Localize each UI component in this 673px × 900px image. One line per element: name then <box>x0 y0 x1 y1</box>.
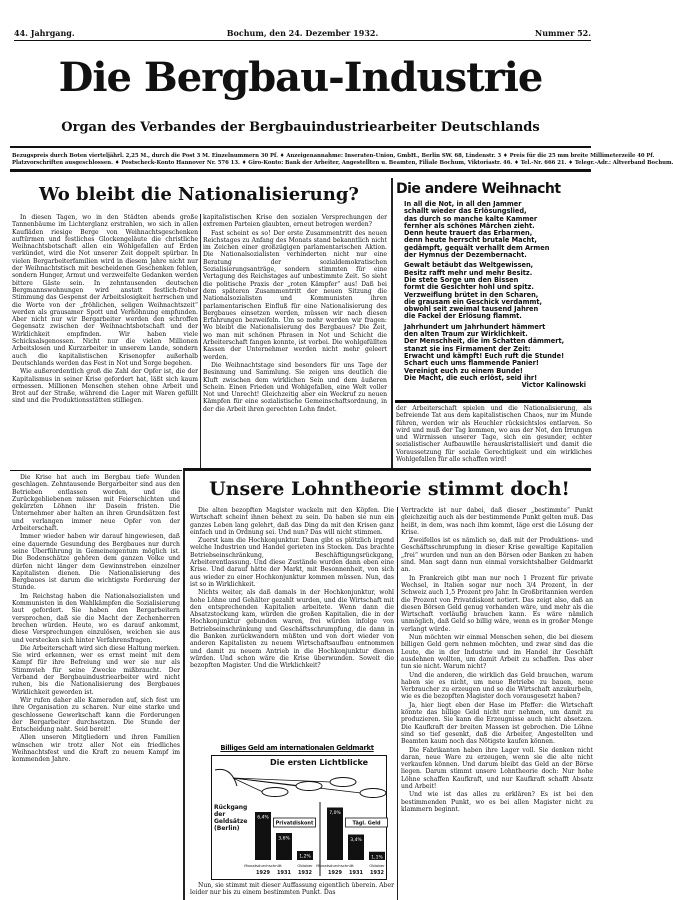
article-column <box>12 474 180 898</box>
article-column <box>190 882 394 900</box>
city-plate-icon <box>330 778 356 787</box>
poem-line: Jahrhundert um Jahrhundert hämmert <box>404 322 546 331</box>
poem-line: obwohl seit zweimal tausend Jahren <box>404 305 539 314</box>
paragraph: der Arbeiterschaft spielen und die Nationalisierung, als befreiende Tat aus dem kapitalistischen Chaos, nur im Munde führen, werden wir als Heuchler rücksichtslos entlarven. So wird und muß der Tag kommen, wo aus der Not, den Irrungen und Wirrnissen unserer Tage, sich ein gesunder, echter sozialistischer Aufbauwille herauskristallisiert und damit die Voraussetzung für soziale Gerechtigkeit und ein wirkliches Wohlgefallen für alle schaffen wird! <box>396 405 592 464</box>
column-rule <box>391 178 393 468</box>
chart-title: Billiges Geld am internationalen Geldmarkt <box>220 744 374 752</box>
bar-value-label: 6,4% <box>257 815 269 821</box>
paragraph: Die Krise hat auch im Bergbau tiefe Wunden geschlagen. Zehntausende Bergarbeiter sind aus den Betrieben entlassen worden, und die Zurückgebliebenen müssen mit Feierschichten und gekürzten Löhnen ihr Dasein fristen. Die Unternehmer aber halten an ihren Grundsätzen fest und verlangen immer neue Opfer von der Arbeiterschaft. <box>12 474 180 533</box>
poem-line: In all die Not, in all den Jammer <box>404 200 522 208</box>
bar-value-label: 1,2% <box>299 854 311 860</box>
poem-line: der Hymnus der Dezembernacht. <box>404 251 527 260</box>
x-tick-label: Oktober <box>297 863 313 868</box>
poem-line: gedämpft, gequält verhallt dem Armen <box>404 243 550 252</box>
x-tick-label: Monatsdurchschnitt <box>244 863 282 868</box>
poem-line: formt die Gesichter hohl und spitz. <box>404 283 534 292</box>
poem-line: Schart euch ums flammende Panier! <box>404 359 539 368</box>
paragraph: Ja, hier liegt eben der Hase im Pfeffer: die Wirtschaft könnte das billige Geld nicht nur nehmen, um damit zu produzieren. Sie kann die Erzeugnisse auch nicht absetzen. Die Kaufkraft der breiten Massen ist gebrochen. Die Löhne sind so tief gesenkt, daß die Arbeiter, Angestellten und Beamten kaum noch das Nötigste kaufen können. <box>401 701 593 746</box>
issue-number: Nummer 52. <box>534 28 591 38</box>
dateline: Bochum, den 24. Dezember 1932. <box>226 28 379 38</box>
poem-line: Denn heute trauert das Erbarmen, <box>404 229 533 238</box>
paragraph: Die Arbeiterschaft wird sich diese Haltung merken. Sie wird erkennen, wer es ernst meint mit dem Kampf für ihre Befreiung und wer sie nur als Stimmvieh für seine Zwecke mißbraucht. Der Verband der Bergbauindustriearbeiter wird nicht ruhen, bis die Nationalisierung des Bergbaues Wirklichkeit geworden ist. <box>12 644 180 696</box>
x-tick-label: Monatsdurchschnitt <box>316 863 354 868</box>
paragraph: Die alten bezopften Magister wackeln mit den Köpfen. Die Wirtschaft scheint ihnen behext zu sein. Da haben sie nun ein ganzes Leben lang gelehrt, daß das Ding da mit den Krisen ganz einfach und in Ordnung sei. Und nun? Das will nicht stimmen. <box>190 507 394 536</box>
poem-stanza <box>404 262 594 320</box>
poem-line: den alten Traum zur Wirklichkeit. <box>404 330 528 339</box>
poem-stanza <box>404 201 594 259</box>
column-rule <box>200 214 201 468</box>
article-column <box>12 214 198 468</box>
city-plate-icon <box>262 788 288 797</box>
divider <box>184 468 591 471</box>
poem-line: denn heute herrscht brutale Macht, <box>404 236 537 245</box>
bar-value-label: 3,4% <box>350 838 362 843</box>
paragraph: Immer wieder haben wir darauf hingewiesen, daß eine dauernde Gesundung des Bergbaues nur durch seine Überführung in Gemeineigentum möglich ist. Die Bodenschätze gehören dem ganzen Volke und dürfen nicht länger dem Gewinnstreben einzelner Kapitalisten dienen. Die Nationalisierung des Bergbaues ist darum die wichtigste Forderung der Stunde. <box>12 533 180 592</box>
paragraph: Zweifellos ist es nämlich so, daß mit der Produktions- und Geschäftsschrumpfung in dieser Krise gewaltige Kapitalien „frei“ wurden und nun an den Börsen oder Banken zu haben sind. Man sagt dann nun einmal vorsichtshalber Geldmarkt an. <box>401 537 593 574</box>
volume-label: 44. Jahrgang. <box>14 28 75 38</box>
series-label: Tägl. Geld <box>352 820 381 827</box>
divider <box>10 146 591 148</box>
chart <box>203 742 391 880</box>
paragraph: Die Fabrikanten haben ihre Lager voll. Sie denken nicht daran, neue Ware zu erzeugen, wenn sie die alte nicht verkaufen können. Und darum bleibt das Geld an der Börse liegen. Darum stimmt unsere Lohntheorie doch: Nur hohe Löhne schaffen Kaufkraft, und nur Kaufkraft schafft Absatz und Arbeit! <box>401 746 593 790</box>
column-rule <box>397 507 398 900</box>
series-label: Privatdiskont <box>275 820 314 827</box>
divider <box>10 470 182 471</box>
paragraph: Nun möchten wir einmal Menschen sehen, die bei diesem billigen Geld gern nehmen möchten, und zwar sind das die Leute, die in der Industrie und im Handel ihr Geschäft ausdehnen wollten, um damit Arbeit zu schaffen. Das aber tun sie nicht. Warum nicht? <box>401 634 593 671</box>
poem-line: schallt wieder das Erlösungslied, <box>404 207 527 216</box>
newspaper-title: Die Bergbau-Industrie <box>58 54 543 101</box>
x-tick-label: Oktober <box>369 863 385 868</box>
paragraph: Wir rufen daher alle Kameraden auf, sich fest um ihre Organisation zu scharen. Nur eine starke und geschlossene Gewerkschaft kann die Forderungen der Bergarbeiter durchsetzen. Die Stunde der Entscheidung naht. Seid bereit! <box>12 696 180 734</box>
poem-line: Vereinigt euch zu einem Bunde! <box>404 366 523 375</box>
x-tick-year: 1929 <box>328 870 342 876</box>
article-column <box>401 507 593 900</box>
bar-value-label: 7,0% <box>329 811 341 816</box>
x-tick-year: 1931 <box>277 870 291 876</box>
poem-stanza <box>404 324 594 382</box>
city-plate-icon <box>360 789 386 798</box>
paragraph: Im Reichstag haben die Nationalsozialisten und Kommunisten in den Wahlkämpfen die Sozialisierung laut gefordert. Sie haben den Bergarbeitern versprochen, daß sie die Macht der Zechenherren brechen würden. Heute, wo es darauf ankommt, diese Versprechungen einzulösen, weichen sie aus und verstecken sich hinter Verfahrensfragen. <box>12 592 180 644</box>
paragraph: Nun, sie stimmt mit dieser Auffassung eigentlich überein. Aber leider nur bis zu einem bestimmten Punkt. Das <box>190 882 394 897</box>
chart-subtitle: Die ersten Lichtblicke <box>269 758 369 767</box>
poem-line: Der Menschheit, die im Schatten dämmert, <box>404 337 565 346</box>
article-headline: Unsere Lohntheorie stimmt doch! <box>209 478 570 500</box>
divider <box>10 169 591 172</box>
x-tick-year: 1929 <box>256 870 270 876</box>
paragraph: kapitalistischen Krise den sozialen Versprechungen der extremen Parteien glaubten, erneut betrogen werden? <box>203 214 387 229</box>
paragraph: Und die anderen, die wirklich das Geld brauchen, warum haben sie es nicht, um neue Betriebe zu bauen, neue Verbraucher zu erzeugen und so die Wirtschaft anzukurbeln, wie es die bezopften Magister doch vorausgesetzt haben? <box>401 671 593 701</box>
poem-line: Besitz rafft mehr und mehr Besitz. <box>404 268 533 277</box>
divider <box>395 400 591 403</box>
paragraph: Fast scheint es so! Der erste Zusammentritt des neuen Reichstages zu Anfang des Monats stand bekanntlich nicht im Zeichen einer großzügigen parlamentarischen Aktion. Die Nationalsozialisten verhinderten nicht nur eine Beratung der sozialdemokratischen Sozialisierungsanträge, sondern stimmten für eine Vertagung des Reichstages auf unbestimmte Zeit. So sieht die politische Praxis der „roten Kämpfer“ aus! Daß bei dem späteren Zusammentritt der neuen Sitzung die Nationalsozialisten und Kommunisten ihren parlamentarischen Einfluß für eine Nationalisierung des Bergbaues einsetzen werden, müssen wir nach diesen Erfahrungen bezweifeln. Um so mehr werden wir fragen: Wo bleibt die Nationalisierung des Bergbaues? Die Zeit, wo man mit schönen Phrasen in Not und Schicht die Arbeiterschaft fangen konnte, ist vorbei. Die wohlgefüllten Kassen der Unternehmer werden nicht mehr geleert werden. <box>203 229 387 361</box>
paragraph: Vertrackte ist nur dabei, daß dieser „bestimmte“ Punkt gleichzeitig auch als der bestimmende Punkt gelten muß. Das heißt, in dem, was nach ihm kommt, läge erst die Lösung der Krise. <box>401 507 593 536</box>
poem-line: Die Macht, die euch erlöst, seid ihr! <box>404 373 538 382</box>
bar-value-label: 1,1% <box>371 855 383 861</box>
poem-line: Verzweiflung brütet in den Scharen, <box>404 290 539 299</box>
paragraph: In Frankreich gibt man nur noch 1 Prozent für private Wechsel, in Italien sogar nur noch 3/4 Prozent, in der Schweiz auch 1,5 Prozent pro Jahr. In Großbritannien werden die Prozent von Privatdiskont notiert. Das zeigt also, daß an diesen Börsen Geld genug vorhanden wäre, und mehr als die Wirtschaft vorläufig brauchen kann. Es wäre nämlich unmöglich, daß Geld so billig wäre, wenn es in großer Menge verlangt würde. <box>401 574 593 633</box>
subscription-info <box>12 153 673 167</box>
poem-line: das durch so manche kalte Kammer <box>404 214 538 223</box>
x-tick-year: 1931 <box>349 870 363 876</box>
article-column <box>203 214 387 468</box>
article-column <box>190 507 394 689</box>
paragraph: Wie außerordentlich groß die Zahl der Opfer ist, die der Kapitalismus in seiner Krise gefordert hat, läßt sich kaum ermessen. Millionen Menschen stehen ohne Arbeit und Brot auf der Straße, während die Lager mit Waren gefüllt sind und die Produktionsstätten stilliegen. <box>12 368 198 405</box>
article-headline: Wo bleibt die Nationalisierung? <box>39 184 359 205</box>
poem-line: fernher als schönes Märchen zieht. <box>404 221 535 230</box>
chart-ylabel: Rückgang der Geldsätze (Berlin) <box>214 804 248 832</box>
paragraph: Allen unseren Mitgliedern und ihren Familien wünschen wir trotz aller Not ein friedliches Weihnachtsfest und die Kraft zu neuem Kampf im kommenden Jahre. <box>12 734 180 764</box>
column-rule <box>183 468 185 900</box>
poem-author: Victor Kalinowski <box>521 381 586 390</box>
poem-line: stanzt sie ins Firmament der Zeit: <box>404 344 531 353</box>
x-tick-year: 1932 <box>298 870 312 876</box>
article-continuation <box>396 405 592 467</box>
paragraph: Die Weihnachtstage sind besonders für uns Tage der Besinnung und Sammlung. Sie zeigen uns deutlich die Kluft zwischen dem wirklichen Sein und dem äußeren Schein. Einen Frieden und Wohlgefallen, eine Welt voller Not und Unrecht! Gleichzeitig aber ein Weckruf zu neuen Kämpfen für eine sozialistische Gemeinschaftsordnung, in der die Arbeit ihren gerechten Lohn findet. <box>203 361 387 413</box>
poem-line: Gewalt betäubt das Weltgewissen, <box>404 261 534 270</box>
paragraph: Zuerst kam die Hochkonjunktur. Dann gibt es plötzlich irgend welche Industrien und Handel gerieten ins Stocken. Das brachte Betriebseinschränkung, Beschäftigungsrückgang, Arbeiterentlassung. Und diese Zustände wurden dann eben eine Krise. Und darauf hätte der Markt, mit Besonnenheit, von sich aus wieder zu einer Hochkonjunktur kommen müssen. Nun, das ist so in Wirklichkeit. <box>190 537 394 588</box>
city-plate-icon <box>296 782 322 791</box>
poem-title: Die andere Weihnacht <box>396 181 561 197</box>
poem <box>404 201 594 389</box>
paragraph: In diesen Tagen, wo in den Städten abends große Tannenbäume im Lichterglanz erstrahlen, wo sich in allen Kaufläden riesige Berge von Weihnachtsgeschenken auftürmen und festliches Glockengeläute die christliche Weihnachtsbotschaft allen ein Wohlgefallen auf Erden verkündet, wird die Not unserer Zeit doppelt spürbar. In vielen Bergarbeiterfamilien wird in diesem Jahre nicht nur der Weihnachtstisch mit bescheidenen Geschenken fehlen, sondern Hunger, Armut und verzweifelte Gedanken werden bittere Gäste sein. In zehntausenden deutschen Bergmannswohnungen wird anstatt festlich-froher Stimmung das Gespenst der Arbeitslosigkeit herrschen und die Worte von der „fröhlichen, seligen Weihnachtszeit“ werden als grausamer Spott und Verhöhnung empfunden. Aber nicht nur wir Bergarbeiter werden den schroffen Gegensatz zwischen der Weihnachtsbotschaft und der Wirklichkeit empfinden. Wir haben viele Schicksalsgenossen. Nicht nur die vielen Millionen Arbeitslosen und Kurzarbeiter in unserem Lande, sondern auch die kapitalistischen Krisenopfer außerhalb Deutschlands werden das Fest in Not und Sorge begehen. <box>12 214 198 367</box>
x-tick-year: 1932 <box>370 870 384 876</box>
poem-line: die Fackel der Erlösung flammt. <box>404 312 522 321</box>
info-line: Platzvorschriften ausgeschlossen. ♦ Postscheck-Konto Hannover Nr. 576 13. ♦ Giro-Konto: Bank der Arbeiter, Angestellten u. Beamten, Filiale Bochum, Viktoriastr. 46. ♦ Tel.-Nr. 666 21. ♦ Telegr.-Adr.: Altverband Bochum. <box>12 160 673 166</box>
paragraph: Nichts weiter, als daß damals in der Hochkonjunktur, wohl hohe Löhne und Gehälter gezahlt wurden, und die Wirtschaft mit den entsprechenden Kapitalien arbeitete. Wenn dann die Absatzstockung kam, würden die großen Kapitalien, die in der Hochkonjunktur gebunden waren, frei würden infolge von Betriebseinschränkung und Geschäftsschrumpfung, die dann in die Banken zurückwandern müßten und von dort wieder von anderen Kapitalisten zu neuem Wirtschaftsaufbau entnommen und damit zu neuem Antrieb in die Hochkonjunktur dienen würden. Und schon wäre die Krise überwunden. Soweit die bezopften Magister. Und die Wirklichkeit? <box>190 589 394 670</box>
poem-line: Die stete Sorge um den Bissen <box>404 275 519 284</box>
newspaper-subtitle: Organ des Verbandes der Bergbauindustriearbeiter Deutschlands <box>61 120 540 135</box>
poem-line: die grausam ein Geschick verdammt, <box>404 297 542 306</box>
paragraph: Und wie ist das alles zu erklären? Es ist bei den bestimmenden Punkt, wo es bei allen Magister nicht zu klammern beginnt. <box>401 791 593 813</box>
info-line: Bezugspreis durch Boten vierteljährl. 2,25 M., durch die Post 3 M. Einzelnummern 30 Pf. ♦ Anzeigenannahme: Inseraten-Union, GmbH., Berlin SW. 68, Lindenstr. 3 ♦ Preis für die 25 mm breite Millimeterzeile 40 Pf. <box>12 153 655 159</box>
poem-line: Erwacht und kämpft! Euch ruft die Stunde! <box>404 351 565 360</box>
bar-value-label: 3,6% <box>278 836 290 842</box>
